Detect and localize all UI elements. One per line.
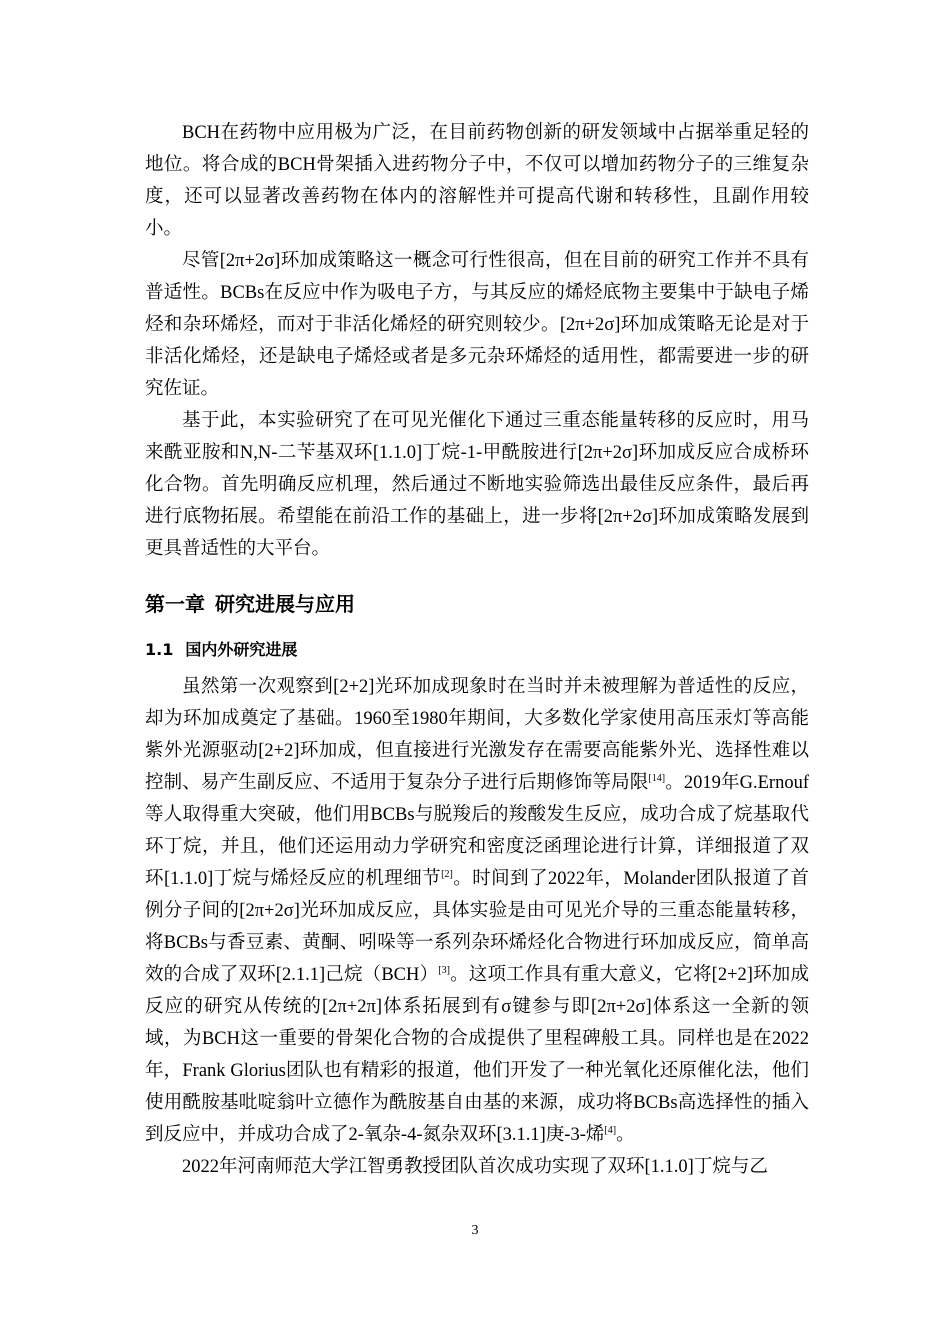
intro-paragraph-2: 尽管[2π+2σ]环加成策略这一概念可行性很高，但在目前的研究工作并不具有普适性。BCBs在反应中作为吸电子方，与其反应的烯烃底物主要集中于缺电子烯烃和杂环烯烃，而对于非活化烯烃的研究则较少。[2π+2σ]环加成策略无论是对于非活化烯烃，还是缺电子烯烃或者是多元杂环烯烃的适用性，都需要进一步的研究佐证。: [145, 251, 809, 399]
page-number: 3: [471, 1223, 479, 1238]
citation: [14]: [648, 773, 666, 784]
intro-paragraph-3: 基于此，本实验研究了在可见光催化下通过三重态能量转移的反应时，用马来酰亚胺和N,N-二苄基双环[1.1.0]丁烷-1-甲酰胺进行[2π+2σ]环加成反应合成桥环化合物。首先明确反应机理，然后通过不断地实验筛选出最佳反应条件，最后再进行底物拓展。希望能在前沿工作的基础上，进一步将[2π+2σ]环加成策略发展到更具普适性的大平台。: [145, 411, 809, 559]
research-progress-paragraph: [145, 671, 809, 1151]
paragraph-text: 虽然第一次观察到[2+2]光环加成现象时在当时并未被理解为普适性的反应，却为环加成奠定了基础。1960至1980年期间，大多数化学家使用高压汞灯等高能紫外光源驱动[2+2]环加成，但直接进行光激发存在需要高能紫外光、选择性难以控制、易产生副反应、不适用于复杂分子进行后期修饰等局限: [145, 677, 809, 793]
paragraph-text: 。这项工作具有重大意义，它将[2+2]环加成反应的研究从传统的[2π+2π]体系拓展到有σ键参与即[2π+2σ]体系这一全新的领域，为BCH这一重要的骨架化合物的合成提供了里程碑般工具。同样也是在2022年，Frank Glorius团队也有精彩的报道，他们开发了一种光氧化还原催化法，他们使用酰胺基吡啶翁叶立德作为酰胺基自由基的来源，成功将BCBs高选择性的插入到反应中，并成功合成了2-氧杂-4-氮杂双环[3.1.1]庚-3-烯: [145, 965, 809, 1145]
chapter-heading: [145, 587, 809, 621]
citation: [3]: [438, 965, 450, 976]
paragraph-text: 。2019年G.Ernouf等人取得重大突破，他们用BCBs与脱羧后的羧酸发生反应，成功合成了烷基取代环丁烷，并且，他们还运用动力学研究和密度泛函理论进行计算，详细报道了双环[1.1.0]丁烷与烯烃反应的机理细节: [145, 773, 809, 889]
paragraph-text: 。: [616, 1125, 635, 1145]
citation: [2]: [441, 869, 453, 880]
section-heading: [145, 633, 809, 667]
intro-paragraph-1: BCH在药物中应用极为广泛，在目前药物创新的研发领域中占据举重足轻的地位。将合成的BCH骨架插入进药物分子中，不仅可以增加药物分子的三维复杂度，还可以显著改善药物在体内的溶解性并可提高代谢和转移性，且副作用较小。: [145, 123, 809, 239]
section-title: 国内外研究进展: [185, 640, 298, 659]
paragraph-text: 。时间到了2022年，Molander团队报道了首例分子间的[2π+2σ]光环加成反应，具体实验是由可见光介导的三重态能量转移，将BCBs与香豆素、黄酮、吲哚等一系列杂环烯烃化合物进行环加成反应，简单高效的合成了双环[2.1.1]己烷（BCH）: [145, 869, 809, 985]
chapter-title: 研究进展与应用: [215, 592, 355, 616]
page-content: [145, 117, 809, 1183]
citation: [4]: [604, 1125, 617, 1136]
section-number: 1.1: [145, 640, 174, 659]
chapter-number: 第一章: [145, 592, 205, 616]
continued-paragraph: 2022年河南师范大学江智勇教授团队首次成功实现了双环[1.1.0]丁烷与乙: [182, 1157, 768, 1177]
